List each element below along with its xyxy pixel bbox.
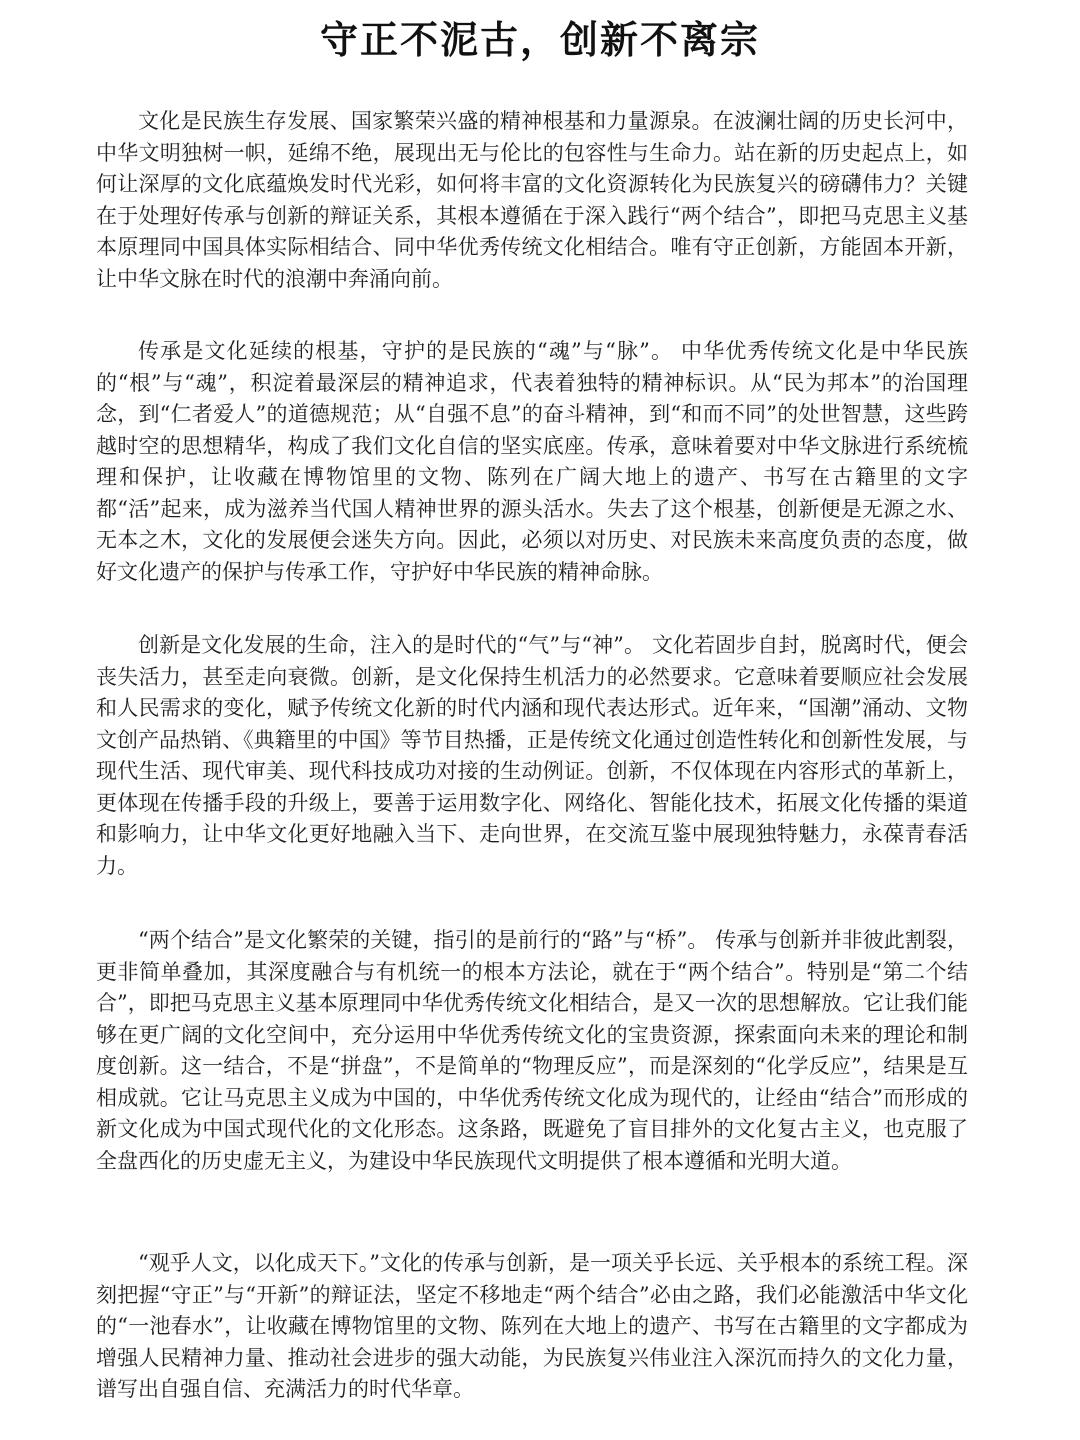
- paragraph-innovation: 创新是文化发展的生命，注入的是时代的“气”与“神”。 文化若固步自封，脱离时代，便会丧失活力，甚至走向衰微。创新，是文化保持生机活力的必然要求。它意味着要顺应社会发展和人民需求的变化，赋予传统文化新的时代内涵和现代表达形式。近年来，“国潮”涌动、文物文创产品热销、《典籍里的中国》等节目热播，正是传统文化通过创造性转化和创新性发展，与现代生活、现代审美、现代科技成功对接的生动例证。创新，不仅体现在内容形式的革新上，更体现在传播手段的升级上，要善于运用数字化、网络化、智能化技术，拓展文化传播的渠道和影响力，让中华文化更好地融入当下、走向世界，在交流互鉴中展现独特魅力，永葆青春活力。: [96, 633, 968, 878]
- paragraph-two-combinations: “两个结合”是文化繁荣的关键，指引的是前行的“路”与“桥”。 传承与创新并非彼此割裂，更非简单叠加，其深度融合与有机统一的根本方法论，就在于“两个结合”。特别是“第二个结合”，即把马克思主义基本原理同中华优秀传统文化相结合，是又一次的思想解放。它让我们能够在更广阔的文化空间中，充分运用中华优秀传统文化的宝贵资源，探索面向未来的理论和制度创新。这一结合，不是“拼盘”，不是简单的“物理反应”，而是深刻的“化学反应”，结果是互相成就。它让马克思主义成为中国的，中华优秀传统文化成为现代的，让经由“结合”而形成的新文化成为中国式现代化的文化形态。这条路，既避免了盲目排外的文化复古主义，也克服了全盘西化的历史虚无主义，为建设中华民族现代文明提供了根本遵循和光明大道。: [96, 928, 968, 1173]
- paragraph-intro: 文化是民族生存发展、国家繁荣兴盛的精神根基和力量源泉。在波澜壮阔的历史长河中，中华文明独树一帜，延绵不绝，展现出无与伦比的包容性与生命力。站在新的历史起点上，如何让深厚的文化底蕴焕发时代光彩，如何将丰富的文化资源转化为民族复兴的磅礴伟力？关键在于处理好传承与创新的辩证关系，其根本遵循在于深入践行“两个结合”，即把马克思主义基本原理同中国具体实际相结合、同中华优秀传统文化相结合。唯有守正创新，方能固本开新，让中华文脉在时代的浪潮中奔涌向前。: [96, 109, 968, 291]
- paragraph-inheritance: 传承是文化延续的根基，守护的是民族的“魂”与“脉”。 中华优秀传统文化是中华民族的“根”与“魂”，积淀着最深层的精神追求，代表着独特的精神标识。从“民为邦本”的治国理念，到“仁者爱人”的道德规范；从“自强不息”的奋斗精神，到“和而不同”的处世智慧，这些跨越时空的思想精华，构成了我们文化自信的坚实底座。传承，意味着要对中华文脉进行系统梳理和保护，让收藏在博物馆里的文物、陈列在广阔大地上的遗产、书写在古籍里的文字都“活”起来，成为滋养当代国人精神世界的源头活水。失去了这个根基，创新便是无源之水、无本之木，文化的发展便会迷失方向。因此，必须以对历史、对民族未来高度负责的态度，做好文化遗产的保护与传承工作，守护好中华民族的精神命脉。: [96, 339, 968, 584]
- paragraph-conclusion: “观乎人文，以化成天下。”文化的传承与创新，是一项关乎长远、关乎根本的系统工程。深刻把握“守正”与“开新”的辩证法，坚定不移地走“两个结合”必由之路，我们必能激活中华文化的“一池春水”，让收藏在博物馆里的文物、陈列在大地上的遗产、书写在古籍里的文字都成为增强人民精神力量、推动社会进步的强大动能，为民族复兴伟业注入深沉而持久的文化力量，谱写出自强自信、充满活力的时代华章。: [96, 1251, 968, 1401]
- article-title: 守正不泥古，创新不离宗: [319, 17, 760, 62]
